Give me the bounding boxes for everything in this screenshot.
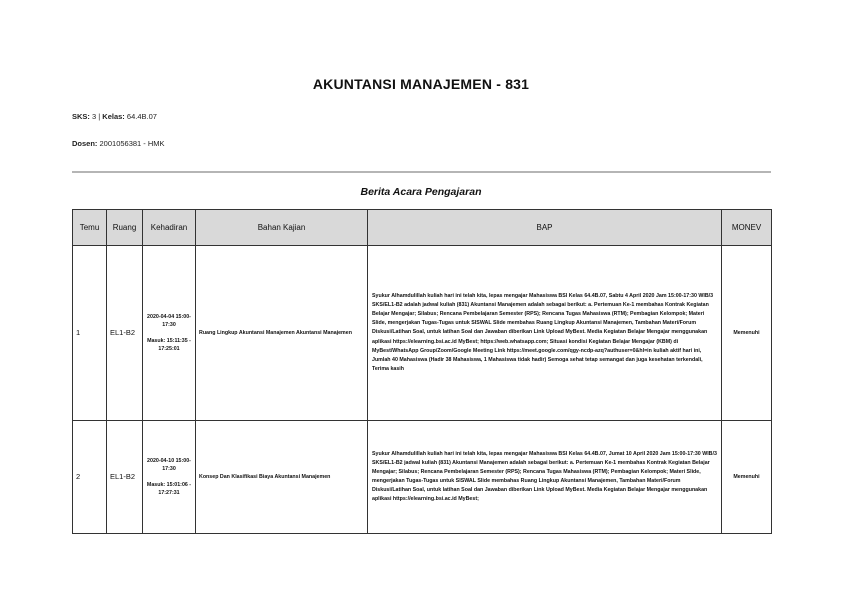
dosen-label: Dosen: <box>72 139 98 148</box>
header-bahan-kajian: Bahan Kajian <box>196 210 368 246</box>
table-row <box>73 246 772 421</box>
sks-value: 3 | <box>89 112 103 121</box>
kehadiran-masuk: Masuk: 15:11:35 - 17:25:01 <box>147 338 191 353</box>
dosen-value: 2001056381 - HMK <box>97 139 165 148</box>
header-kehadiran: Kehadiran <box>143 210 196 246</box>
cell-ruang: EL1-B2 <box>107 421 143 534</box>
cell-temu: 1 <box>73 246 107 421</box>
kehadiran-masuk: Masuk: 15:01:06 - 17:27:31 <box>146 482 192 497</box>
document-title: AKUNTANSI MANAJEMEN - 831 <box>312 76 530 92</box>
kelas-label: Kelas: <box>102 112 125 121</box>
kehadiran-date: 2020-04-04 15:00-17:30 <box>147 313 191 328</box>
table-header-row <box>73 210 772 246</box>
cell-bap: Syukur Alhamdulillah kuliah hari ini telah kita, lepas mengajar Mahasiswa BSI Kelas 64.4B.07, Sabtu 4 April 2020 Jam 15:00-17:30 WIB/3 SKS/EL1-B2 adalah jadwal kuliah (831) Akuntansi Manajemen adalah sebagai berikut: a. Pertemuan Ke-1 membahas Kontrak Kegiatan Belajar Mengajar; Silabus; Rencana Pembelajaran Semester (RPS); Rencana Tugas Mahasiswa (RTM); Pembagian Kelompok; Materi Slide, mengerjakan Tugas-Tugas untuk SISWAL Slide membahas Ruang Lingkup Akuntansi Manajemen, Tambahan Materi/Forum Diskusi/Latihan Soal, untuk latihan Soal dan Jawaban diberikan Link Upload MyBest. Media Kegiatan Belajar Mengajar menggunakan aplikasi https://elearning.bsi.ac.id MyBest; https://web.whatsapp.com; Situasi kondisi Kegiatan Belajar Mengajar (KBM) di MyBest/WhatsApp Group/Zoom/Google Meeting Link https://meet.google.com/qgy-ncdp-azq?authuser=0&hl=in kuliah aktif hari ini, Jumlah 40 Mahasiswa (Hadir 38 Mahasiswa, 1 Mahasiswa tidak hadir) Semoga sehat tetap semangat dan juga kesehatan terkendali, Terima kasih <box>368 246 722 421</box>
cell-bahan-kajian: Ruang Lingkup Akuntansi Manajemen Akuntansi Manajemen <box>196 246 368 421</box>
cell-kehadiran <box>143 246 196 421</box>
kelas-value: 64.4B.07 <box>124 112 157 121</box>
sks-label: SKS: <box>72 112 90 121</box>
header-bap: BAP <box>368 210 722 246</box>
divider <box>72 171 771 173</box>
header-monev: MONEV <box>722 210 772 246</box>
bap-table <box>72 209 772 534</box>
cell-monev: Memenuhi <box>722 421 772 534</box>
kehadiran-date: 2020-04-10 15:00-17:30 <box>147 457 191 472</box>
cell-bahan-kajian: Konsep Dan Klasifikasi Biaya Akuntansi Manajemen <box>196 421 368 534</box>
cell-monev: Memenuhi <box>722 246 772 421</box>
cell-bap: Syukur Alhamdulillah kuliah hari ini telah kita, lepas mengajar Mahasiswa BSI Kelas 64.4B.07, Jumat 10 April 2020 Jam 15:00-17:30 WIB/3 SKS/EL1-B2 jadwal kuliah (831) Akuntansi Manajemen adalah sebagai berikut: a. Pertemuan Ke-1 membahas Kontrak Kegiatan Belajar Mengajar; Silabus; Rencana Pembelajaran Semester (RPS); Rencana Tugas Mahasiswa (RTM); Pembagian Kelompok; Materi Slide, mengerjakan Tugas-Tugas untuk SISWAL Slide membahas Ruang Lingkup Akuntansi Manajemen, Tambahan Materi/Forum Diskusi/Latihan Soal, untuk latihan Soal dan Jawaban diberikan Link Upload MyBest. Media Kegiatan Belajar Mengajar menggunakan aplikasi https://elearning.bsi.ac.id MyBest; <box>368 421 722 534</box>
lecturer-info <box>72 139 165 148</box>
header-temu: Temu <box>73 210 107 246</box>
cell-ruang: EL1-B2 <box>107 246 143 421</box>
header-ruang: Ruang <box>107 210 143 246</box>
course-info <box>72 112 157 121</box>
cell-kehadiran <box>143 421 196 534</box>
table-row <box>73 421 772 534</box>
section-title: Berita Acara Pengajaran <box>360 186 482 198</box>
cell-temu: 2 <box>73 421 107 534</box>
